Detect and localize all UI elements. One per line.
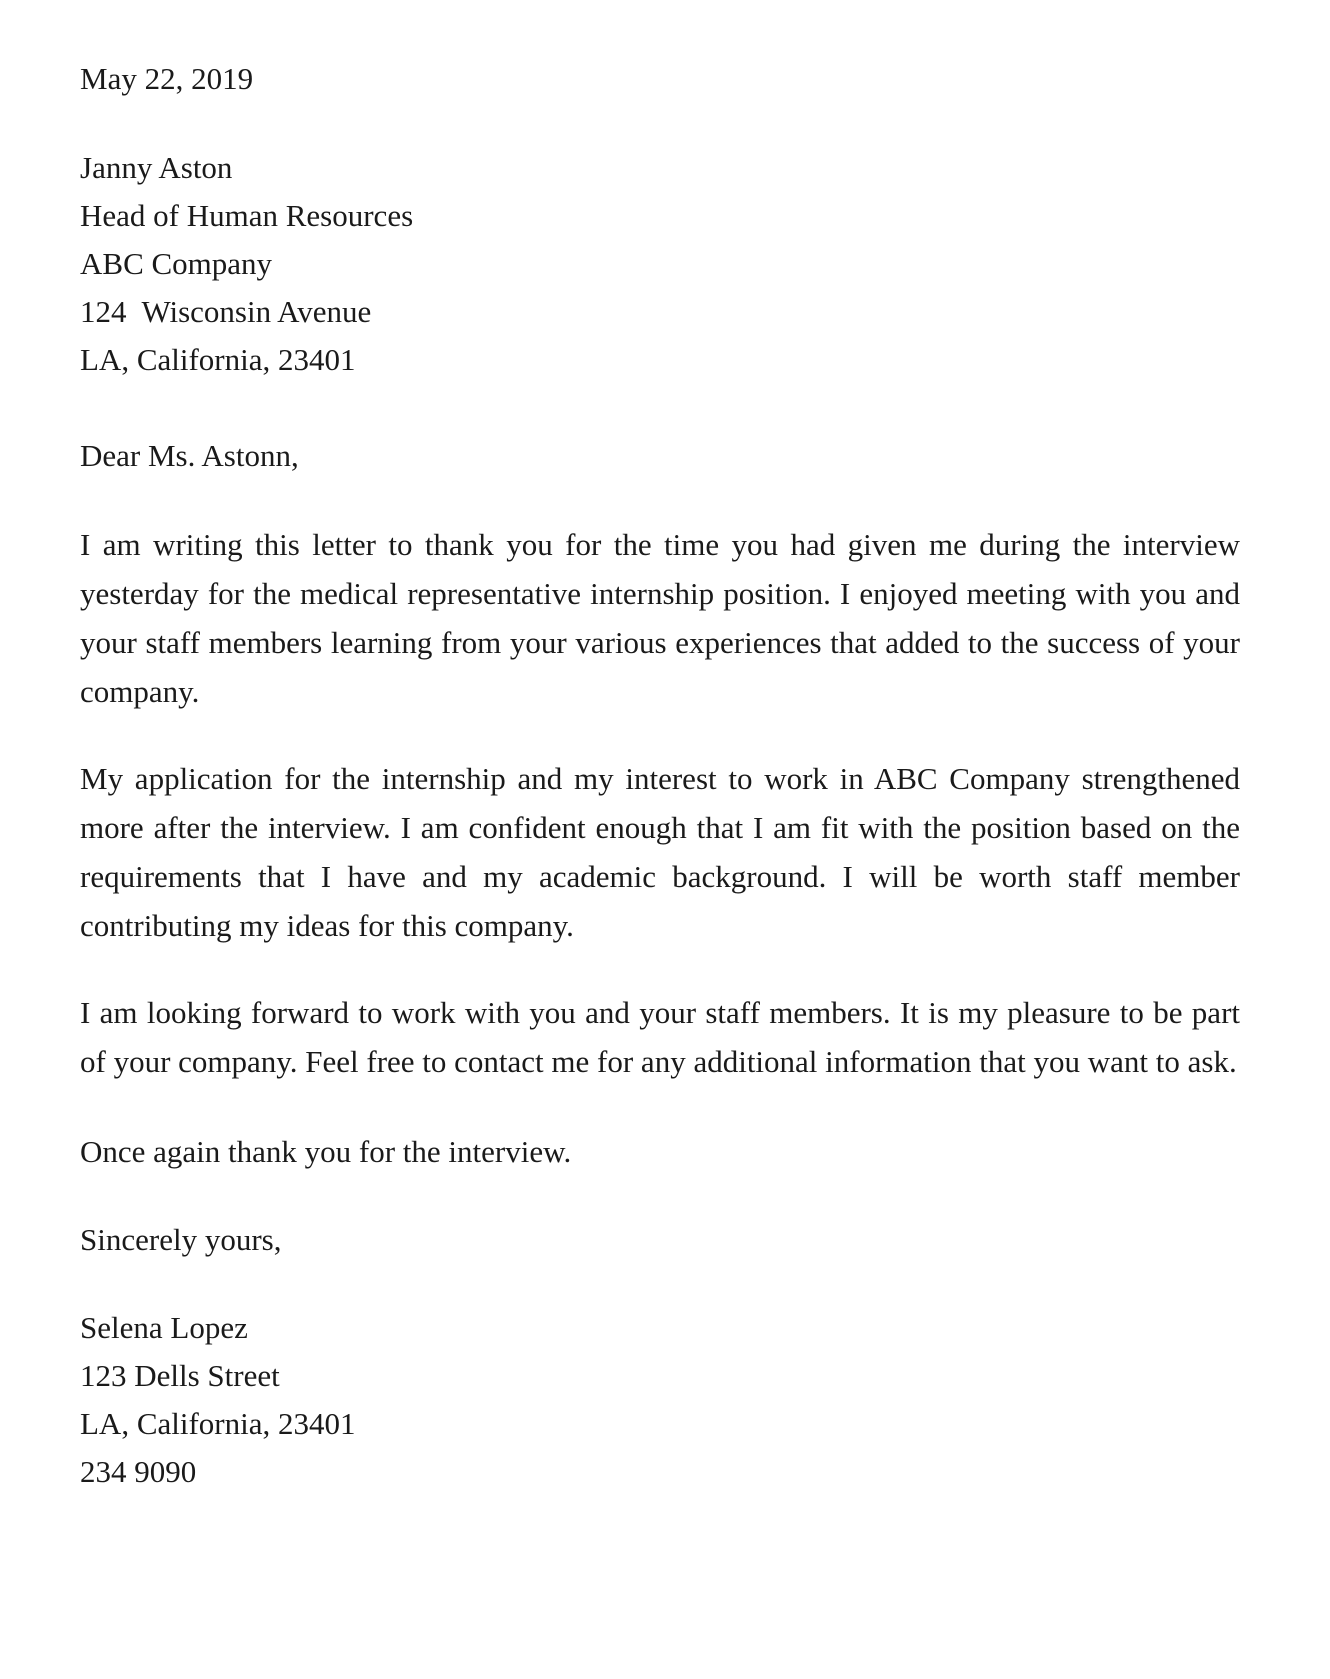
letter-document (80, 55, 1240, 1496)
sender-city: LA, California, 23401 (80, 1406, 356, 1441)
body-paragraph-1: I am writing this letter to thank you for the time you had given me during the interview yesterday for the medical representative internship position. I enjoyed meeting with you and your staff members learning from your various experiences that added to the success of your company. (80, 527, 1240, 709)
sender-address-block (80, 1304, 1240, 1496)
sender-phone: 234 9090 (80, 1454, 197, 1489)
body-paragraph-2: My application for the internship and my interest to work in ABC Company strengthened more after the interview. I am confident enough that I am fit with the position based on the requirements that I have and my academic background. I will be worth staff member contributing my ideas for this company. (80, 761, 1240, 943)
recipient-city: LA, California, 23401 (80, 342, 356, 377)
signoff: Sincerely yours, (80, 1222, 282, 1257)
recipient-name: Janny Aston (80, 150, 233, 185)
recipient-street: 124 Wisconsin Avenue (80, 294, 372, 329)
recipient-company: ABC Company (80, 246, 273, 281)
salutation: Dear Ms. Astonn, (80, 438, 299, 473)
letter-date: May 22, 2019 (80, 61, 254, 96)
recipient-address-block (80, 144, 1240, 384)
recipient-title: Head of Human Resources (80, 198, 414, 233)
body-paragraph-3: I am looking forward to work with you and your staff members. It is my pleasure to be part of your company. Feel free to contact me for any additional information that you want to ask. (80, 995, 1240, 1079)
closing-line: Once again thank you for the interview. (80, 1134, 572, 1169)
sender-street: 123 Dells Street (80, 1358, 280, 1393)
sender-name: Selena Lopez (80, 1310, 248, 1345)
